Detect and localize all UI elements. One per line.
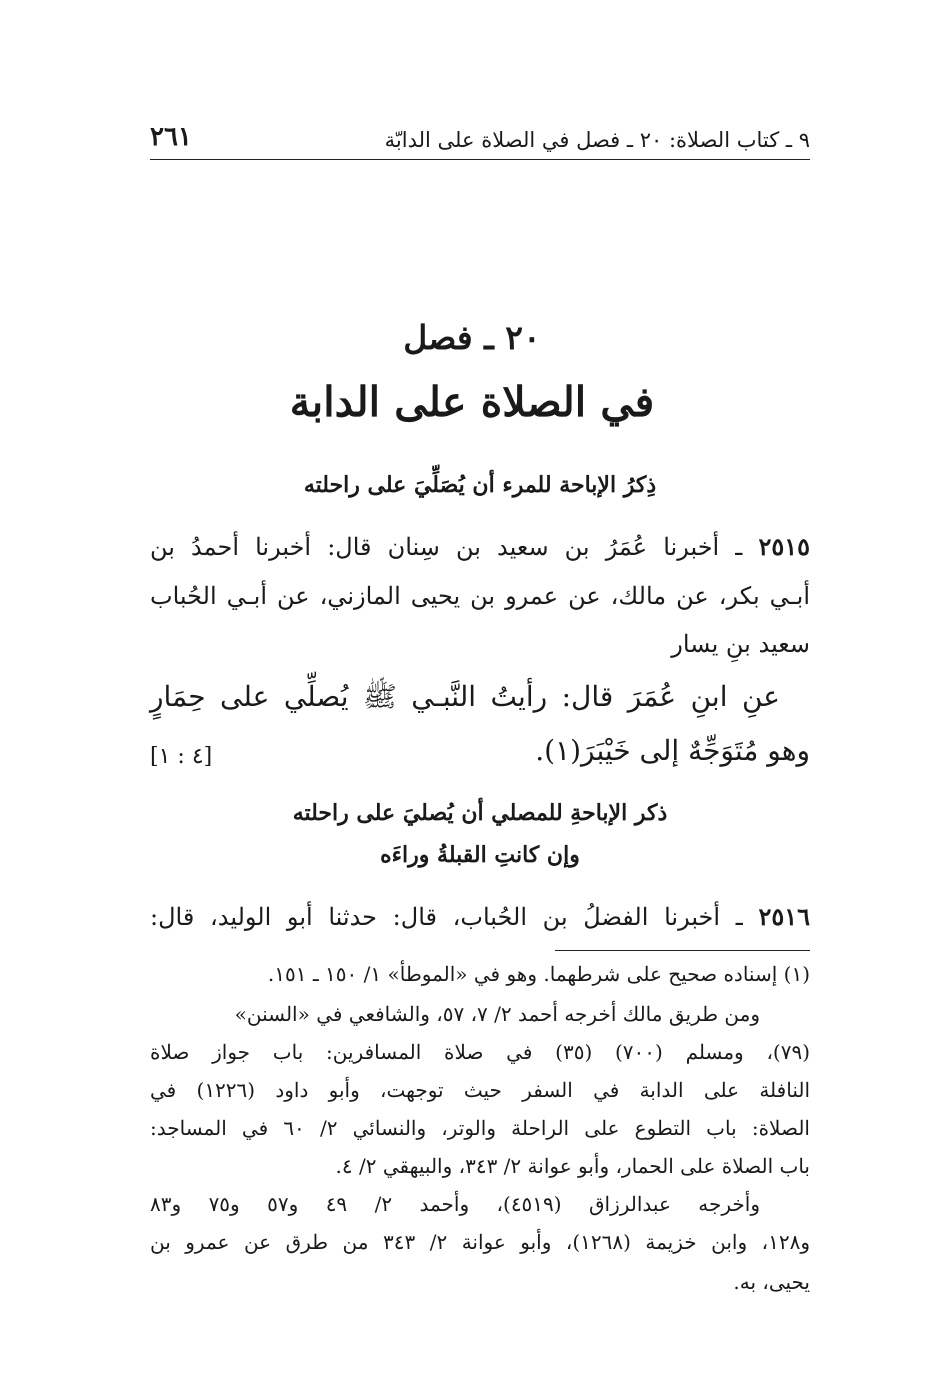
hadith-2515-line-3: سعيد بنِ يسار: [671, 630, 810, 658]
source-reference: [٤ : ١]: [150, 744, 213, 769]
section-number: ٢٠ ـ فصل: [403, 318, 541, 357]
hadith-number: ٢٥١٥: [758, 532, 810, 561]
section-title: في الصلاة على الدابة: [289, 378, 655, 426]
hadith-2515-line-2: أبـي بكر، عن مالك، عن عمرو بن يحيى المازني، عن أبـي الحُباب: [150, 582, 810, 610]
matn-line-2: وهو مُتَوَجِّهٌ إلى خَيْبَرَ(١).: [535, 734, 810, 767]
hadith-number: ٢٥١٦: [758, 902, 810, 931]
footnote-rule: [555, 950, 810, 951]
matn-line-1: عنِ ابنِ عُمَرَ قال: رأيتُ النَّبـي ﷺ يُصلِّي على حِمَارٍ: [150, 680, 780, 713]
footnote-line: وأخرجه عبدالرزاق (٤٥١٩)، وأحمد ٢/ ٤٩ و٥٧ و٧٥ و٨٣: [150, 1192, 760, 1216]
subheading-1: ذِكرُ الإباحة للمرء أن يُصَلِّيَ على راحلته: [303, 472, 657, 498]
hadith-2516-line: ٢٥١٦ ـ أخبرنا الفضلُ بن الحُباب، قال: حدثنا أبو الوليد، قال:: [150, 902, 810, 931]
footnote-line: يحيى، به.: [733, 1270, 810, 1294]
footnote-line: باب الصلاة على الحمار، وأبو عوانة ٢/ ٣٤٣، والبيهقي ٢/ ٤.: [335, 1154, 810, 1178]
footnote-line: (١) إسناده صحيح على شرطهما. وهو في «الموطأ» ١/ ١٥٠ ـ ١٥١.: [267, 962, 810, 986]
footnote-line: النافلة على الدابة في السفر حيث توجهت، وأبو داود (١٢٢٦) في: [150, 1078, 811, 1102]
running-head: ٩ ـ كتاب الصلاة: ٢٠ ـ فصل في الصلاة على الدابّة: [384, 128, 810, 152]
page-number: ٢٦١: [150, 122, 192, 152]
header-rule: [150, 159, 810, 160]
footnote-line: الصلاة: باب التطوع على الراحلة والوتر، والنسائي ٢/ ٦٠ في المساجد:: [150, 1116, 810, 1140]
subheading-2-line-1: ذكر الإباحةِ للمصلي أن يُصليَ على راحلته: [292, 800, 668, 826]
page-header: [150, 112, 810, 152]
footnote-line: ومن طريق مالك أخرجه أحمد ٢/ ٧، ٥٧، والشافعي في «السنن»: [234, 1002, 760, 1026]
footnote-line: (٧٩)، ومسلم (٧٠٠) (٣٥) في صلاة المسافرين: باب جواز صلاة: [150, 1040, 811, 1064]
subheading-2-line-2: وإن كانتِ القبلةُ وراءَه: [380, 842, 580, 868]
hadith-2515-line-1: ٢٥١٥ ـ أخبرنا عُمَرُ بن سعيد بن سِنان قال: أخبرنا أحمدُ بن: [150, 532, 810, 561]
footnote-line: و١٢٨، وابن خزيمة (١٢٦٨)، وأبو عوانة ٢/ ٣٤٣ من طرق عن عمرو بن: [150, 1230, 810, 1254]
